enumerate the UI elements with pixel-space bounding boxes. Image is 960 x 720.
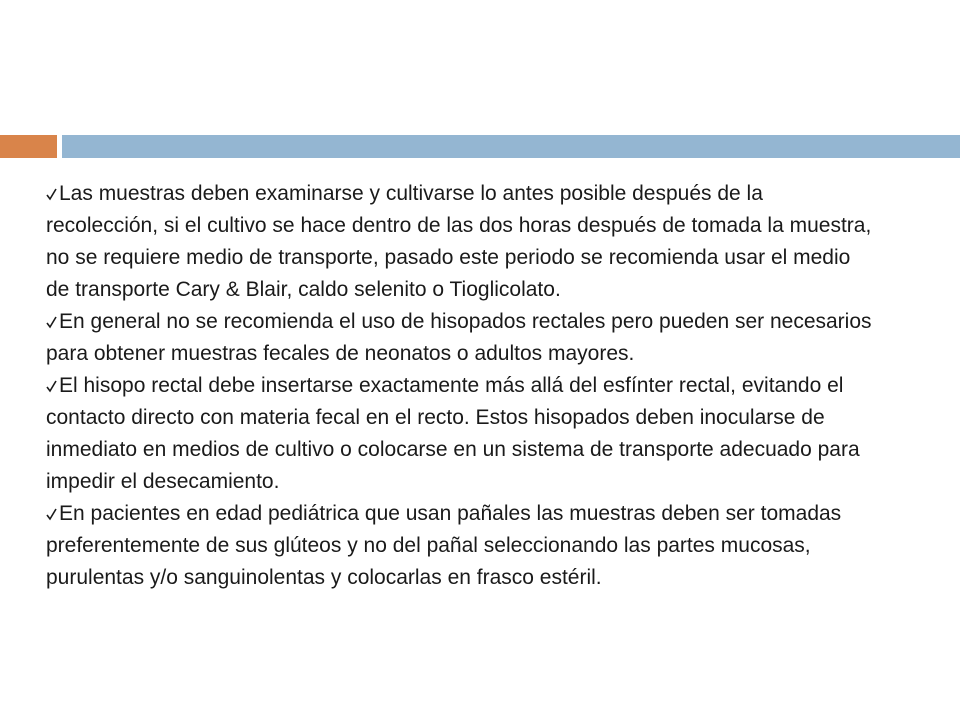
checkmark-icon bbox=[46, 187, 57, 201]
bullet-item bbox=[46, 498, 876, 594]
checkmark-icon bbox=[46, 379, 57, 393]
bullet-text: En general no se recomienda el uso de hisopados rectales pero pueden ser necesarios para obtener muestras fecales de neonatos o adultos mayores. bbox=[46, 310, 872, 365]
header-accent-bar-left bbox=[0, 135, 57, 158]
bullet-text: Las muestras deben examinarse y cultivarse lo antes posible después de la recolección, si el cultivo se hace dentro de las dos horas después de tomada la muestra, no se requiere medio de transporte, pasado este periodo se recomienda usar el medio de transporte Cary & Blair, caldo selenito o Tioglicolato. bbox=[46, 182, 872, 301]
checkmark-icon bbox=[46, 507, 57, 521]
bullet-item bbox=[46, 370, 876, 498]
slide-body bbox=[46, 178, 876, 594]
bullet-item bbox=[46, 306, 876, 370]
header-accent-bar-right bbox=[62, 135, 960, 158]
bullet-text: En pacientes en edad pediátrica que usan pañales las muestras deben ser tomadas preferentemente de sus glúteos y no del pañal seleccionando las partes mucosas, purulentas y/o sanguinolentas y colocarlas en frasco estéril. bbox=[46, 502, 842, 589]
bullet-text: El hisopo rectal debe insertarse exactamente más allá del esfínter rectal, evitando el contacto directo con materia fecal en el recto. Estos hisopados deben inocularse de inmediato en medios de cultivo o colocarse en un sistema de transporte adecuado para impedir el desecamiento. bbox=[46, 374, 860, 493]
bullet-item bbox=[46, 178, 876, 306]
checkmark-icon bbox=[46, 315, 57, 329]
